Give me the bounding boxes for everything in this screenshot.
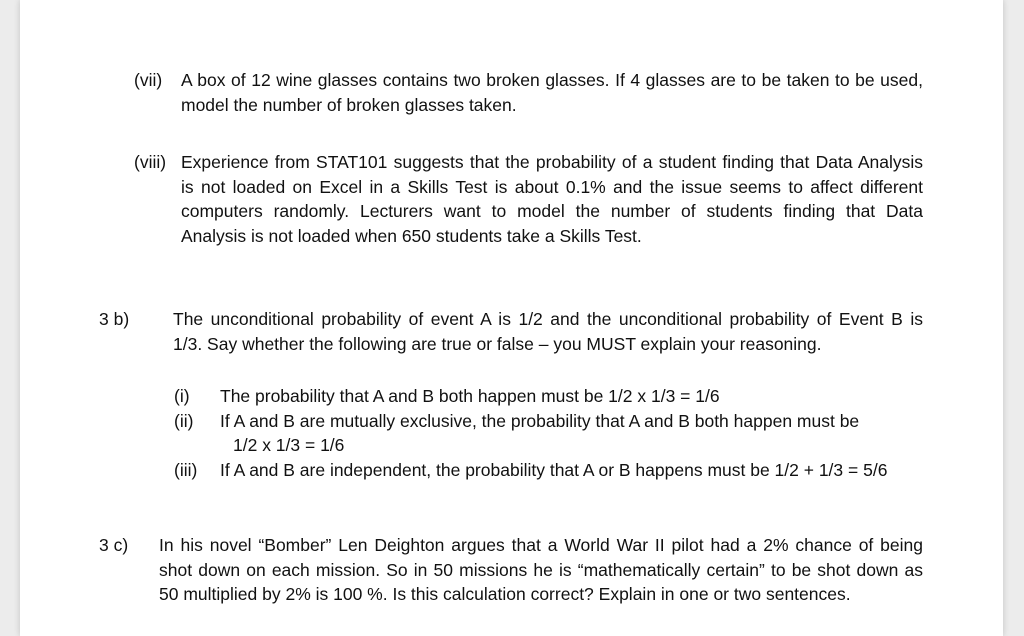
text-line: shot down on each mission. So in 50 missions he is “mathematically certain” to be shot down as (159, 559, 923, 580)
question-3b-text (173, 307, 923, 356)
question-3c-number: 3 c) (99, 535, 129, 555)
question-3b-number: 3 b) (99, 309, 130, 329)
item-iii-text: If A and B are independent, the probability that A or B happens must be 1/2 + 1/3 = 5/6 (220, 460, 888, 480)
text-line: Analysis is not loaded when 650 students take a Skills Test. (181, 225, 642, 246)
text-line: 1/3. Say whether the following are true or false – you MUST explain your reasoning. (173, 333, 822, 354)
question-vii-label: (vii) (134, 70, 163, 90)
text-line: computers randomly. Lecturers want to model the number of students finding that Data (181, 201, 923, 221)
text-line: The unconditional probability of event A is 1/2 and the unconditional probability of Event B is (173, 309, 923, 329)
question-3c-text (159, 533, 923, 607)
item-ii-label: (ii) (174, 411, 194, 431)
question-viii-label: (viii) (134, 152, 167, 172)
item-iii-label: (iii) (174, 460, 198, 480)
item-ii-text: If A and B are mutually exclusive, the probability that A and B both happen must be (220, 411, 860, 431)
text-line: model the number of broken glasses taken. (181, 94, 517, 115)
question-vii-text (181, 68, 923, 117)
item-i-label: (i) (174, 386, 190, 406)
text-line: is not loaded on Excel in a Skills Test is about 0.1% and the issue seems to affect different (181, 176, 923, 197)
item-ii-continuation: 1/2 x 1/3 = 1/6 (233, 435, 345, 455)
document-page (20, 0, 1003, 636)
text-line: Experience from STAT101 suggests that the probability of a student finding that Data Analysis (181, 152, 923, 172)
text-line: In his novel “Bomber” Len Deighton argues that a World War II pilot had a 2% chance of being (159, 535, 923, 555)
text-line: A box of 12 wine glasses contains two broken glasses. If 4 glasses are to be taken to be used, (181, 70, 923, 90)
item-i-text: The probability that A and B both happen must be 1/2 x 1/3 = 1/6 (220, 386, 720, 406)
text-line: 50 multiplied by 2% is 100 %. Is this calculation correct? Explain in one or two sentences. (159, 584, 851, 604)
question-viii-text (181, 150, 923, 248)
